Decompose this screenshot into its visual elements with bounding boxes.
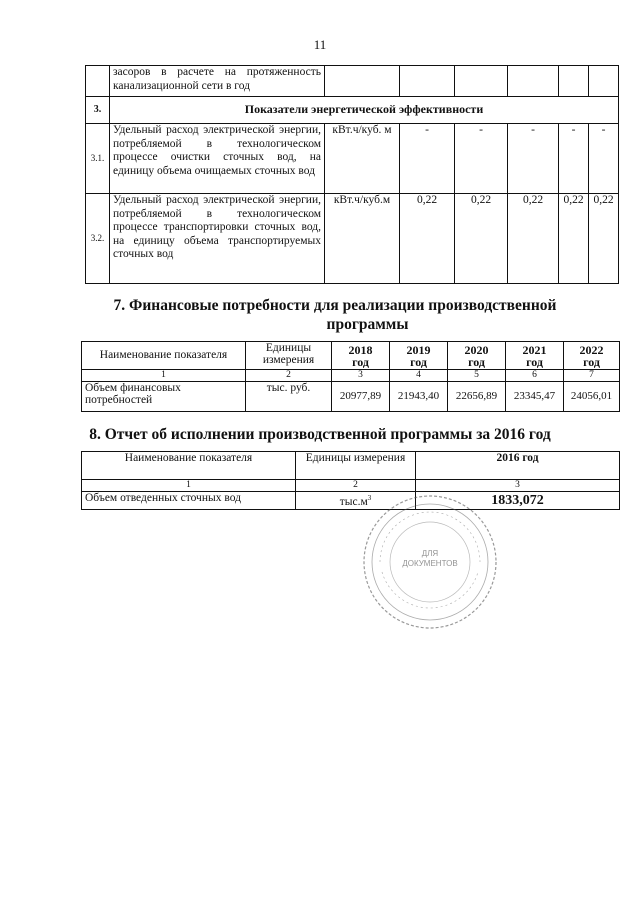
section-7-title-line2: программы — [326, 316, 409, 333]
stamp-text: ДОКУМЕНТОВ — [402, 559, 458, 568]
section-3-number: 3. — [86, 97, 110, 124]
page-number: 11 — [313, 37, 327, 52]
row-value: 22656,89 — [448, 382, 506, 412]
section-3-row — [86, 97, 619, 124]
header-year: 2020 год — [448, 342, 506, 370]
row-number: 3.2. — [86, 194, 110, 284]
header-unit: Единицы измерения — [296, 452, 416, 480]
section-3-title: Показатели энергетической эффективности — [110, 97, 619, 124]
row-value: 23345,47 — [506, 382, 564, 412]
table-header-row — [82, 342, 620, 370]
row-text: Удельный расход электрической энергии, потребляемой в технологическом процессе транспортировки сточных вод, на единицу объема транспортируемых сточных вод — [110, 194, 325, 284]
row-text: Удельный расход электрической энергии, потребляемой в технологическом процессе очистки сточных вод, на единицу объема очищаемых сточных вод — [110, 124, 325, 194]
table-row — [86, 66, 619, 97]
indicators-table — [85, 65, 619, 284]
header-name: Наименование показателя — [82, 452, 296, 480]
program-report-table — [81, 451, 620, 510]
section-8-title: 8. Отчет об исполнении производственной программы за 2016 год — [89, 426, 551, 443]
row-value: 0,22 — [400, 194, 455, 284]
column-numbers-row: 1 2 3 4 5 6 7 — [82, 370, 620, 382]
row-value: 0,22 — [589, 194, 619, 284]
row-value: - — [559, 124, 589, 194]
column-numbers-row: 1 2 3 — [82, 480, 620, 492]
row-unit: кВт.ч/куб. м — [325, 124, 400, 194]
section-7-title: 7. Финансовые потребности для реализации производственной — [113, 297, 557, 314]
row-number: 3.1. — [86, 124, 110, 194]
header-year: 2019 год — [390, 342, 448, 370]
row-value: 20977,89 — [332, 382, 390, 412]
row-name: Объем финансовых потребностей — [82, 382, 246, 412]
header-year: 2016 год — [416, 452, 620, 480]
row-value: - — [455, 124, 508, 194]
row-value: - — [400, 124, 455, 194]
row-unit: кВт.ч/куб.м — [325, 194, 400, 284]
table-row — [86, 194, 619, 284]
row-value: 24056,01 — [564, 382, 620, 412]
row-value: 1833,072 — [416, 492, 620, 510]
row-value: - — [589, 124, 619, 194]
header-name: Наименование показателя — [82, 342, 246, 370]
stamp-text: ДЛЯ — [421, 549, 439, 558]
table-row — [82, 492, 620, 510]
row-text: засоров в расчете на протяженность канализационной сети в год — [110, 66, 325, 97]
row-value: 21943,40 — [390, 382, 448, 412]
row-value: 0,22 — [455, 194, 508, 284]
row-unit: $тыс.м^3$ — [296, 492, 416, 510]
header-year: 2018 год — [332, 342, 390, 370]
row-unit: тыс. руб. — [246, 382, 332, 412]
row-value: - — [508, 124, 559, 194]
table-row — [86, 124, 619, 194]
financial-needs-table — [81, 341, 620, 412]
seal-stamp-icon — [360, 492, 500, 632]
table-header-row — [82, 452, 620, 480]
header-year: 2021 год — [506, 342, 564, 370]
header-unit: Единицы измерения — [246, 342, 332, 370]
header-year: 2022 год — [564, 342, 620, 370]
row-value: 0,22 — [559, 194, 589, 284]
row-value: 0,22 — [508, 194, 559, 284]
row-name: Объем отведенных сточных вод — [82, 492, 296, 510]
table-row — [82, 382, 620, 412]
